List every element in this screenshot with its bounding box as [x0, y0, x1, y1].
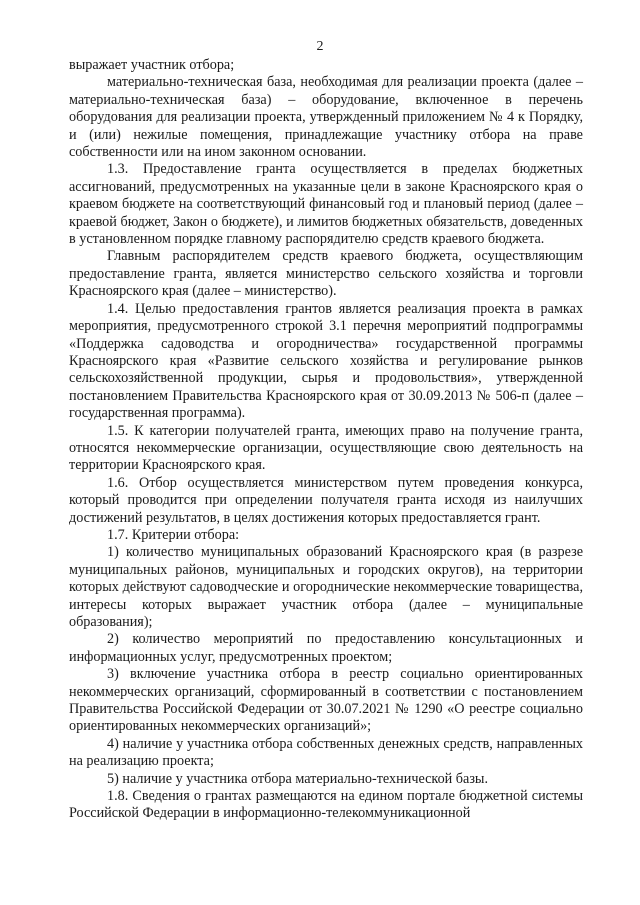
paragraph: 1.5. К категории получателей гранта, имеющих право на получение гранта, относятся некоммерческие организации, осуществляющие свою деятельность на территории Красноярского края. [69, 422, 583, 474]
paragraph: 1.6. Отбор осуществляется министерством путем проведения конкурса, который проводится при определении получателя гранта исходя из наилучших достижений результатов, в целях достижения которых предоставляется грант. [69, 474, 583, 526]
document-body [69, 57, 583, 823]
paragraph: 1.4. Целью предоставления грантов является реализация проекта в рамках мероприятия, предусмотренного строкой 3.1 перечня мероприятий подпрограммы «Поддержка садоводства и огородничества» государственной программы Красноярского края «Развитие сельского хозяйства и регулирование рынков сельскохозяйственной продукции, сырья и продовольствия», утвержденной постановлением Правительства Красноярского края от 30.09.2013 № 506-п (далее – государственная программа). [69, 300, 583, 422]
paragraph: 1) количество муниципальных образований Красноярского края (в разрезе муниципальных районов, муниципальных и городских округов), на территории которых действуют садоводческие и огороднические некоммерческие товарищества, интересы которых выражает участник отбора (далее – муниципальные образования); [69, 544, 583, 630]
paragraph: 1.3. Предоставление гранта осуществляется в пределах бюджетных ассигнований, предусмотренных на указанные цели в законе Красноярского края о краевом бюджете на соответствующий финансовый год и плановый период (далее – краевой бюджет, Закон о бюджете), и лимитов бюджетных обязательств, доведенных в установленном порядке главному распорядителю средств краевого бюджета. [69, 161, 583, 248]
paragraph: 3) включение участника отбора в реестр социально ориентированных некоммерческих организаций, сформированный в соответствии с постановлением Правительства Российской Федерации от 30.07.2021 № 1290 «О реестре социально ориентированных некоммерческих организаций»; [69, 666, 583, 735]
paragraph: 5) наличие у участника отбора материально-технической базы. [107, 770, 489, 787]
paragraph: 2) количество мероприятий по предоставлению консультационных и информационных услуг, предусмотренных проектом; [69, 631, 583, 665]
paragraph: 1.8. Сведения о грантах размещаются на едином портале бюджетной системы Российской Федерации в информационно-телекоммуникационной [69, 788, 583, 822]
paragraph: 1.7. Критерии отбора: [107, 526, 240, 543]
paragraph: Главным распорядителем средств краевого бюджета, осуществляющим предоставление гранта, является министерство сельского хозяйства и торговли Красноярского края (далее – министерство). [69, 248, 583, 300]
paragraph: выражает участник отбора; [69, 57, 235, 73]
paragraph: 4) наличие у участника отбора собственных денежных средств, направленных на реализацию проекта; [69, 735, 583, 770]
page-number: 2 [316, 39, 324, 54]
paragraph: материально-техническая база, необходимая для реализации проекта (далее – материально-техническая база) – оборудование, включенное в перечень оборудования для реализации проекта, утвержденный приложением № 4 к Порядку, и (или) нежилые помещения, принадлежащие участнику отбора на праве собственности или на ином законном основании. [69, 74, 583, 161]
